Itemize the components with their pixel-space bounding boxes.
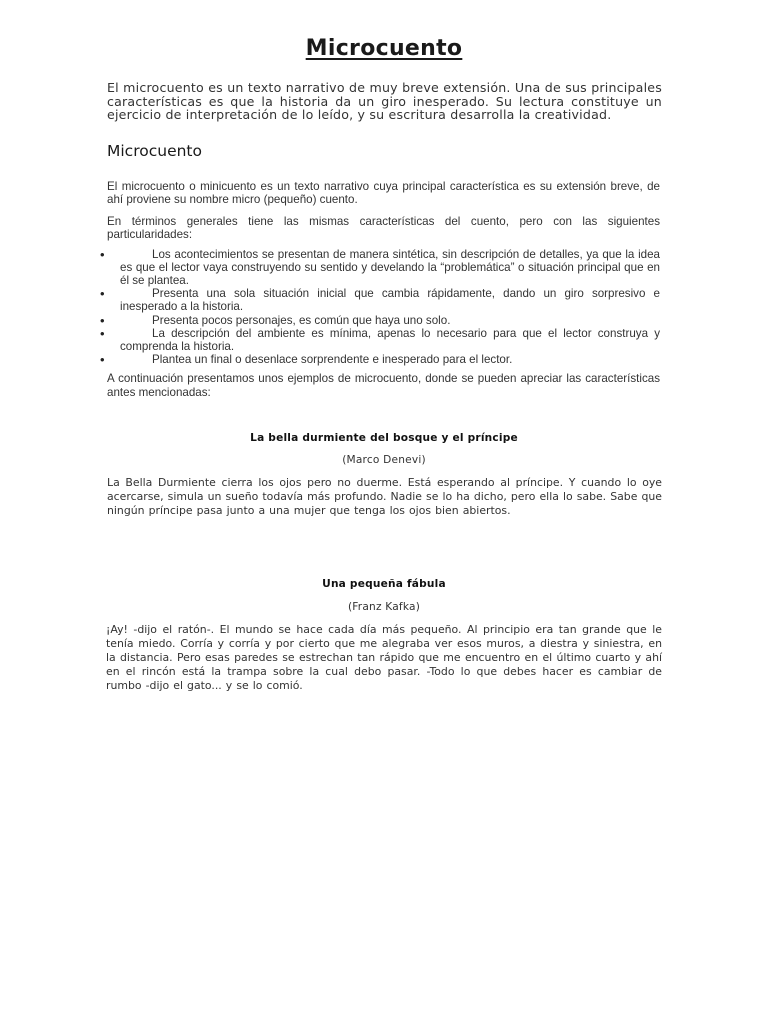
story-author: (Marco Denevi) [342, 453, 426, 466]
story-title: Una pequeña fábula [322, 577, 446, 590]
story-text: ¡Ay! -dijo el ratón-. El mundo se hace cada día más pequeño. Al principio era tan grande que le tenía miedo. Corría y corría y por cierto que me alegraba ver esos muros, a diestra y siniestra, en la distancia. Pero esas paredes se estrechan tan rápido que me encuentro en el último cuarto y ahí en el rincón está la trampa sobre la cual debo pasar. -Todo lo que debes hacer es cambiar de rumbo -dijo el gato... y se lo comió. [106, 622, 662, 692]
definition-paragraph: El microcuento o minicuento es un texto narrativo cuya principal característica es su extensión breve, de ahí proviene su nombre micro (pequeño) cuento. [107, 179, 660, 206]
list-item: • Presenta una sola situación inicial que cambia rápidamente, dando un giro sorpresivo e inesperado a la historia. [120, 287, 660, 313]
intro-paragraph: El microcuento es un texto narrativo de muy breve extensión. Una de sus principales características es que la historia da un giro inesperado. Su lectura constituye un ejercicio de interpretación de lo leído, y su escritura desarrolla la creatividad. [107, 80, 662, 123]
story-text: La Bella Durmiente cierra los ojos pero no duerme. Está esperando al príncipe. Y cuando lo oye acercarse, simula un sueño todavía más profundo. Nadie se lo ha dicho, pero ella lo sabe. Sabe que ningún príncipe pasa junto a una mujer que tenga los ojos bien abiertos. [107, 475, 662, 517]
list-item: • Presenta pocos personajes, es común que haya uno solo. [120, 314, 660, 327]
story-author: (Franz Kafka) [347, 600, 421, 613]
characteristics-intro-paragraph: En términos generales tiene las mismas características del cuento, pero con las siguientes particularidades: [107, 215, 660, 242]
page-title: Microcuento [305, 36, 463, 61]
list-item: • Los acontecimientos se presentan de manera sintética, sin descripción de detalles, ya que la idea es que el lector vaya construyendo su sentido y develando la “problemática” o situación principal que en él se plantea. [120, 248, 660, 288]
story-title: La bella durmiente del bosque y el príncipe [250, 431, 518, 444]
examples-intro-paragraph: A continuación presentamos unos ejemplos de microcuento, donde se pueden apreciar las características antes mencionadas: [107, 372, 660, 399]
list-item: • Plantea un final o desenlace sorprendente e inesperado para el lector. [120, 353, 660, 366]
characteristics-list [120, 248, 660, 367]
list-item: • La descripción del ambiente es mínima, apenas lo necesario para que el lector construya y comprenda la historia. [120, 327, 660, 353]
section-heading: Microcuento [107, 141, 202, 160]
